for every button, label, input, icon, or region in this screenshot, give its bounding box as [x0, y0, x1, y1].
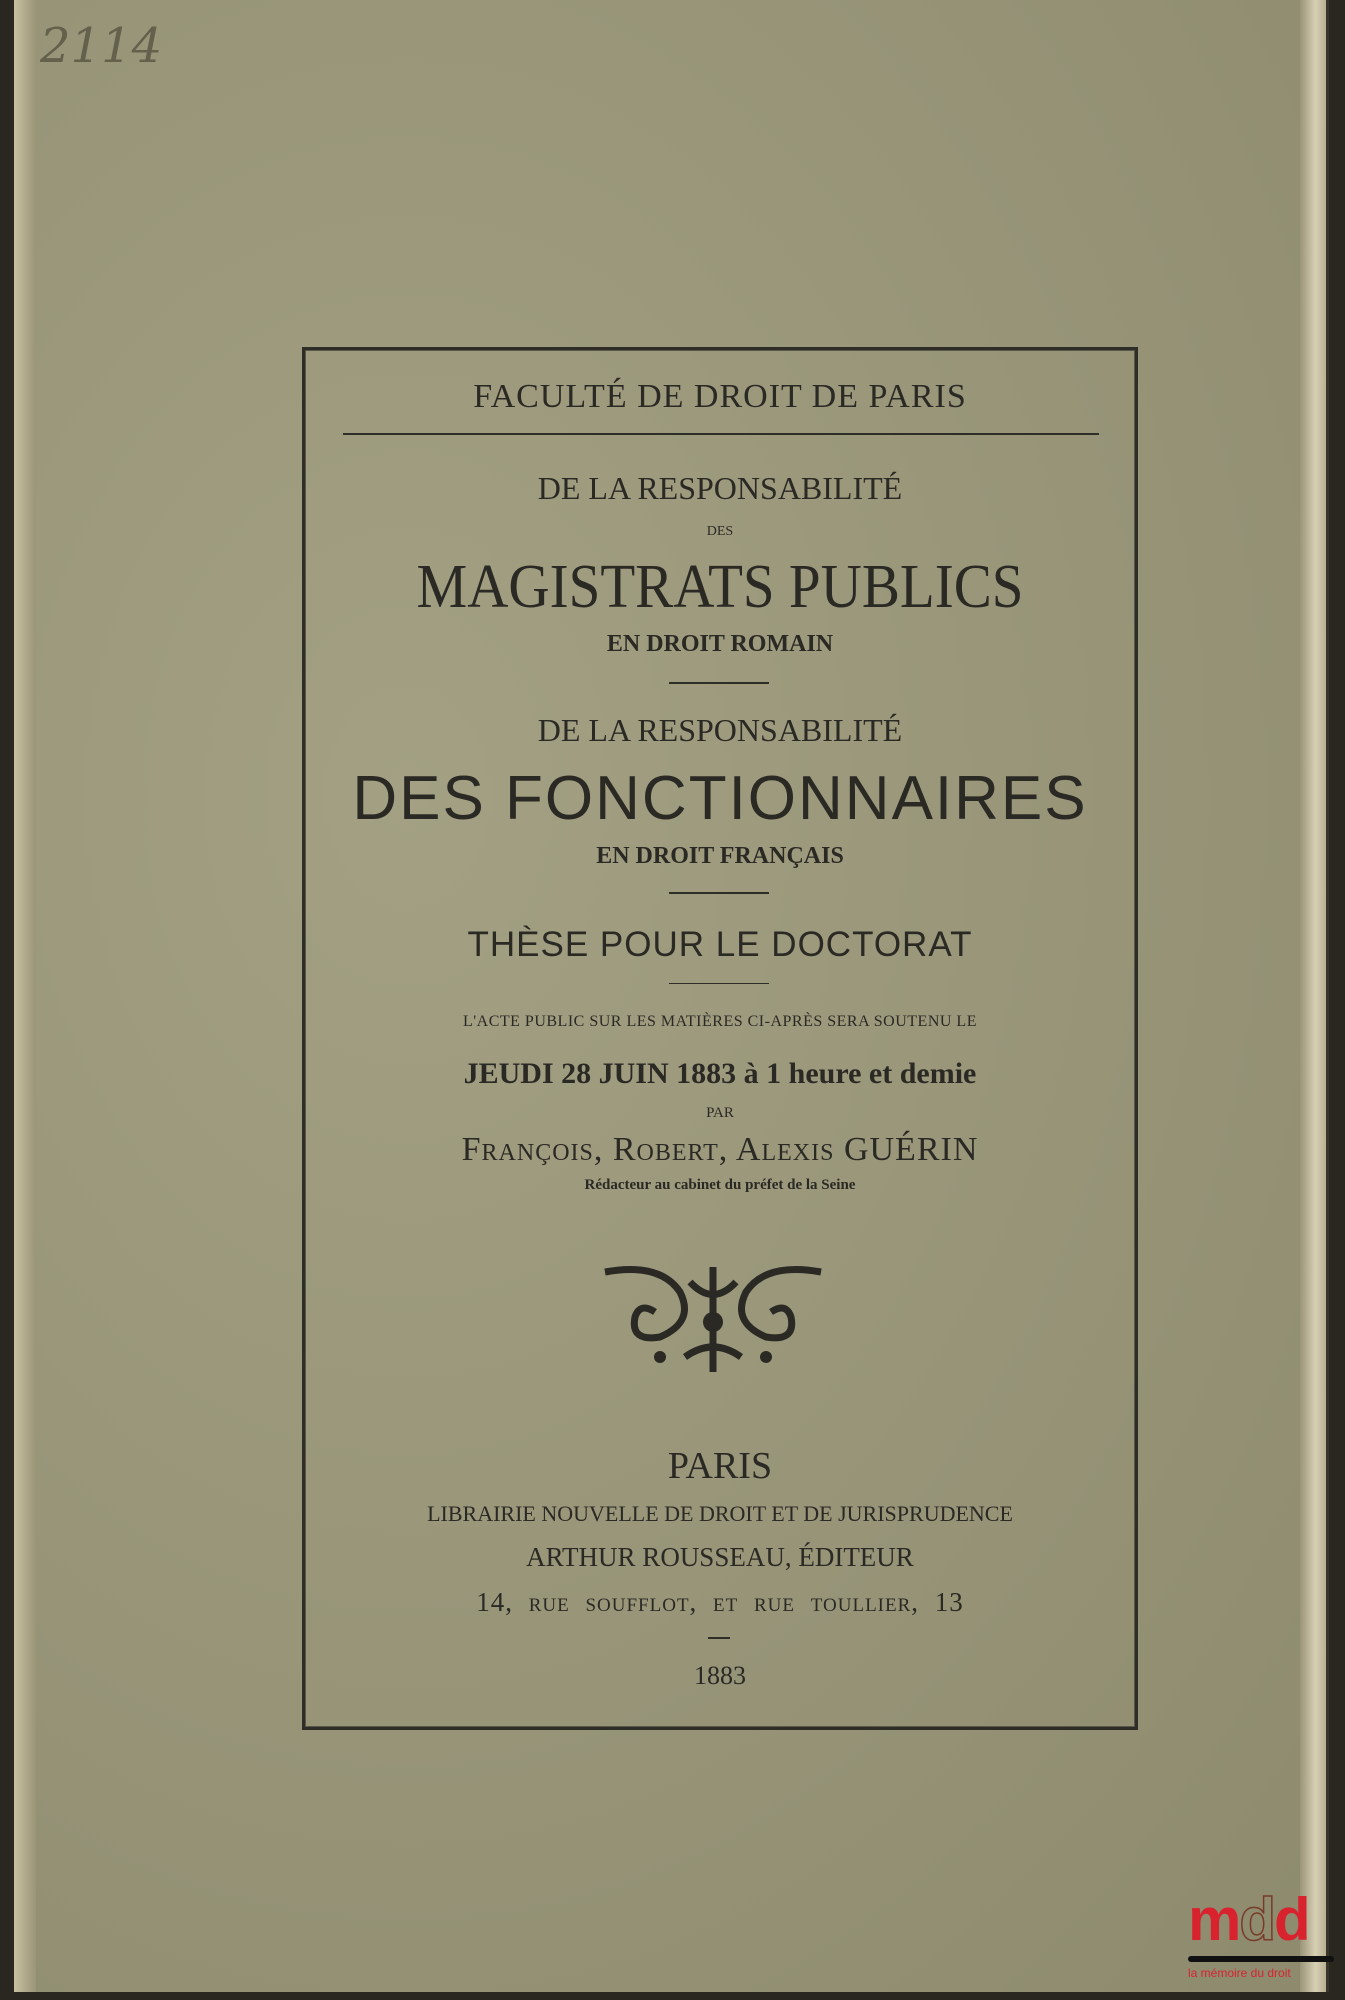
- author-title: Rédacteur au cabinet du préfet de la Seine: [584, 1177, 856, 1193]
- title2-sub: EN DROIT FRANÇAIS: [596, 843, 844, 869]
- short-rule: [669, 892, 769, 894]
- short-dash: [708, 1637, 730, 1639]
- defense-intro: L'ACTE PUBLIC SUR LES MATIÈRES CI-APRÈS SERA SOUTENU LE: [463, 1013, 977, 1030]
- author-name: François, Robert, Alexis GUÉRIN: [461, 1131, 979, 1168]
- publisher-house: LIBRAIRIE NOUVELLE DE DROIT ET DE JURISPRUDENCE: [427, 1501, 1013, 1526]
- publication-year: 1883: [694, 1661, 746, 1690]
- header-rule: [343, 433, 1099, 435]
- title2-main: DES FONCTIONNAIRES: [352, 764, 1088, 833]
- short-rule: [669, 682, 769, 684]
- ornament-vignette: [600, 1262, 826, 1382]
- faculty-header: FACULTÉ DE DROIT DE PARIS: [473, 378, 967, 415]
- publisher-address: 14, rue soufflot, et rue toullier, 13: [476, 1587, 964, 1617]
- defense-by: PAR: [706, 1105, 734, 1121]
- publisher-editor: ARTHUR ROUSSEAU, ÉDITEUR: [526, 1542, 914, 1572]
- logo-tagline: la mémoire du droit: [1188, 1966, 1291, 1980]
- title1-line2: DES: [706, 524, 734, 539]
- mdd-watermark-logo: [1188, 1886, 1338, 1980]
- cover-left-edge: [14, 0, 36, 1992]
- title2-line1: DE LA RESPONSABILITÉ: [537, 712, 903, 748]
- handwritten-note: 2114: [40, 18, 163, 74]
- title1-main: MAGISTRATS PUBLICS: [416, 553, 1024, 621]
- mdd-logo-letters: mdd: [1188, 1886, 1309, 1953]
- title1-sub: EN DROIT ROMAIN: [606, 631, 834, 657]
- logo-bar: [1188, 1956, 1334, 1962]
- thesis-title: THÈSE POUR LE DOCTORAT: [467, 925, 973, 964]
- publisher-city: PARIS: [667, 1445, 773, 1487]
- title1-line1: DE LA RESPONSABILITÉ: [537, 470, 903, 506]
- short-rule: [669, 983, 769, 984]
- defense-date: JEUDI 28 JUIN 1883 à 1 heure et demie: [463, 1057, 977, 1090]
- cover-right-edge: [1300, 0, 1326, 1992]
